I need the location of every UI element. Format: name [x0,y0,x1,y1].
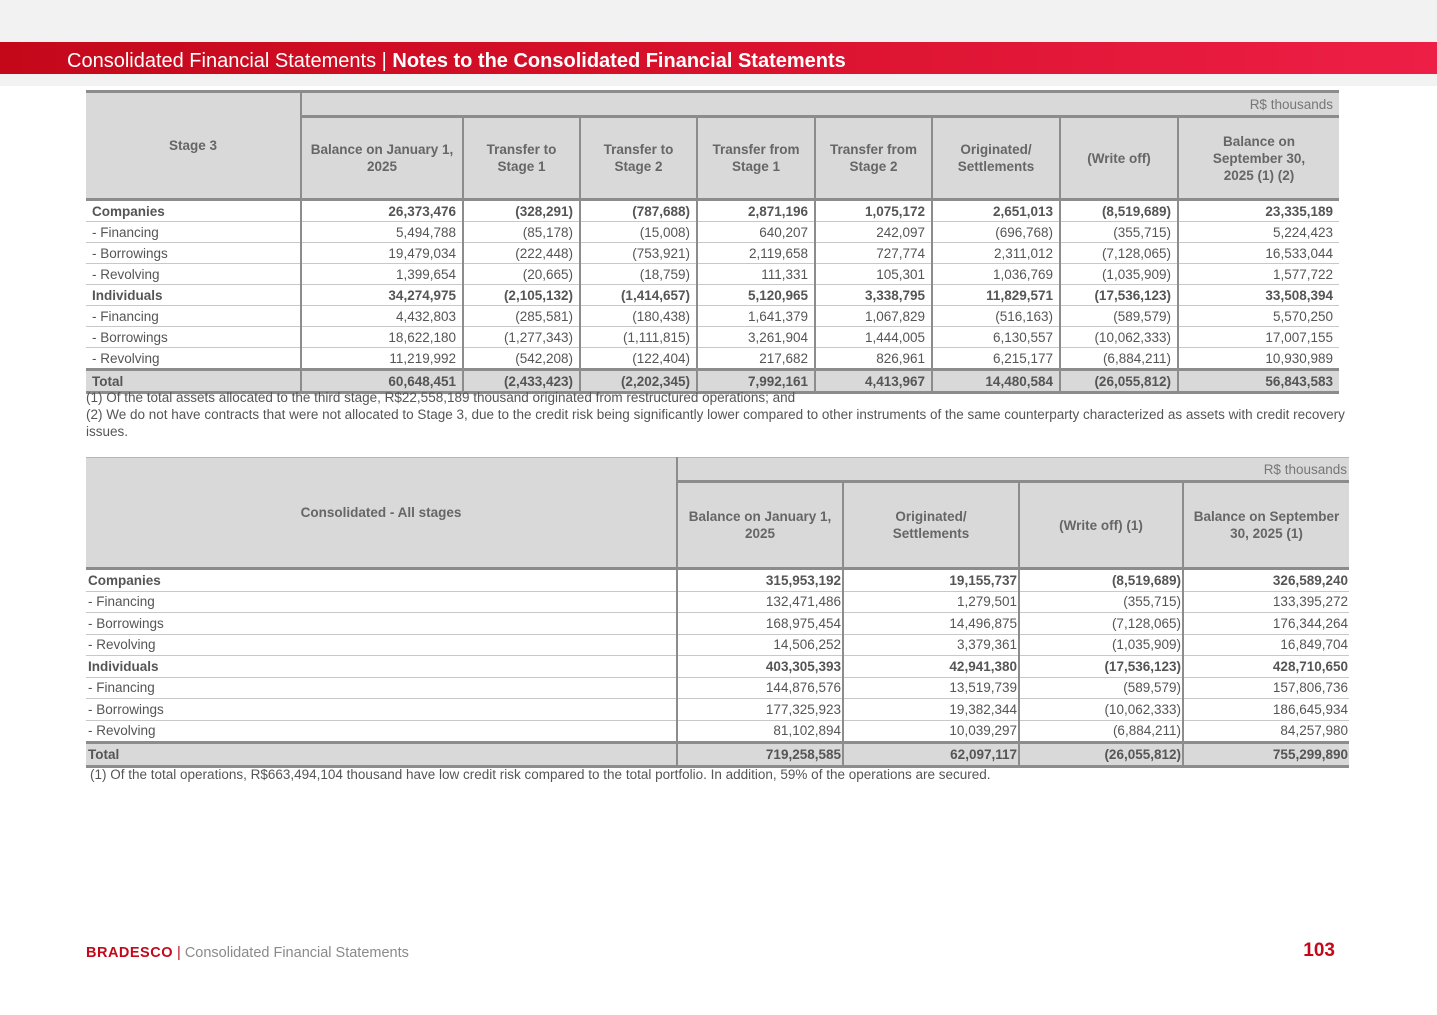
cell-value: 2,119,658 [697,243,815,264]
stage3-col-header: Transfer to Stage 1 [463,117,580,200]
page-number: 103 [1303,940,1335,961]
cell-value: (753,921) [580,243,697,264]
cell-value: 5,494,788 [301,222,463,243]
cell-value: 217,682 [697,348,815,370]
table-row [86,591,1349,613]
cell-value: 4,432,803 [301,306,463,327]
cell-value: (122,404) [580,348,697,370]
cell-value: 326,589,240 [1183,569,1349,592]
cell-value: 18,622,180 [301,327,463,348]
table-row [86,613,1349,635]
row-label: Individuals [86,656,677,678]
table-row [86,243,1339,264]
cell-value: 1,075,172 [815,200,932,222]
row-label: Companies [86,200,301,222]
table-row [86,348,1339,370]
cell-value: (696,768) [932,222,1060,243]
cell-value: 176,344,264 [1183,613,1349,635]
row-label: - Borrowings [86,327,301,348]
cell-value: (1,035,909) [1060,264,1178,285]
cell-value: 144,876,576 [677,677,843,699]
cell-value: 26,373,476 [301,200,463,222]
cell-value: (355,715) [1019,591,1183,613]
cell-value: 19,479,034 [301,243,463,264]
cell-value: 14,506,252 [677,634,843,656]
stage3-row-header: Stage 3 [86,92,301,200]
cell-value: 826,961 [815,348,932,370]
cell-value: 132,471,486 [677,591,843,613]
cell-value: (2,202,345) [580,370,697,393]
cell-value: 727,774 [815,243,932,264]
cell-value: 168,975,454 [677,613,843,635]
table-row [86,285,1339,306]
cell-value: 3,261,904 [697,327,815,348]
stage3-note-1: (1) Of the total assets allocated to the third stage, R$22,558,189 thousand originated from restructured operations; and [86,390,796,405]
header-section: Consolidated Financial Statements [67,50,377,72]
stage3-col-header: Originated/ Settlements [932,117,1060,200]
stage3-table-body [86,200,1339,393]
cell-value: 16,849,704 [1183,634,1349,656]
sub-band [0,74,1437,86]
row-label: - Financing [86,677,677,699]
all-stages-col-header: Balance on September 30, 2025 (1) [1183,482,1349,569]
table-row [86,720,1349,743]
row-label: - Financing [86,306,301,327]
row-label: - Financing [86,222,301,243]
row-label: - Revolving [86,264,301,285]
stage3-col-header: (Write off) [1060,117,1178,200]
cell-value: 1,067,829 [815,306,932,327]
all-stages-note-1: (1) Of the total operations, R$663,494,104 thousand have low credit risk compared to the total portfolio. In addition, 59% of the operations are secured. [90,767,991,782]
cell-value: 6,130,557 [932,327,1060,348]
cell-value: 34,274,975 [301,285,463,306]
cell-value: 403,305,393 [677,656,843,678]
cell-value: 1,444,005 [815,327,932,348]
stage3-notes [86,389,1346,440]
page-header [0,42,1437,74]
cell-value: 315,953,192 [677,569,843,592]
cell-value: 23,335,189 [1178,200,1339,222]
cell-value: (589,579) [1060,306,1178,327]
stage3-col-header: Balance on September 30, 2025 (1) (2) [1178,117,1339,200]
all-stages-unit: R$ thousands [677,458,1349,482]
row-label: Total [86,370,301,393]
cell-value: 19,382,344 [843,699,1019,721]
all-stages-col-header: (Write off) (1) [1019,482,1183,569]
cell-value: 719,258,585 [677,743,843,767]
cell-value: 62,097,117 [843,743,1019,767]
stage3-col-header: Transfer from Stage 2 [815,117,932,200]
cell-value: 14,496,875 [843,613,1019,635]
cell-value: 56,843,583 [1178,370,1339,393]
cell-value: (180,438) [580,306,697,327]
table-row [86,569,1349,592]
all-stages-row-header: Consolidated - All stages [86,458,677,569]
cell-value: 13,519,739 [843,677,1019,699]
stage3-col-header: Balance on January 1, 2025 [301,117,463,200]
cell-value: (542,208) [463,348,580,370]
cell-value: (26,055,812) [1060,370,1178,393]
cell-value: (26,055,812) [1019,743,1183,767]
cell-value: 33,508,394 [1178,285,1339,306]
cell-value: (7,128,065) [1019,613,1183,635]
cell-value: 1,036,769 [932,264,1060,285]
cell-value: 16,533,044 [1178,243,1339,264]
cell-value: 1,641,379 [697,306,815,327]
all-stages-table [86,457,1349,768]
cell-value: (1,111,815) [580,327,697,348]
cell-value: 3,338,795 [815,285,932,306]
all-stages-col-header: Balance on January 1, 2025 [677,482,843,569]
cell-value: 2,871,196 [697,200,815,222]
cell-value: 105,301 [815,264,932,285]
cell-value: 1,279,501 [843,591,1019,613]
cell-value: 1,399,654 [301,264,463,285]
cell-value: (10,062,333) [1060,327,1178,348]
cell-value: (8,519,689) [1060,200,1178,222]
header-subsection: Notes to the Consolidated Financial Statements [392,50,846,72]
cell-value: 186,645,934 [1183,699,1349,721]
cell-value: 42,941,380 [843,656,1019,678]
cell-value: 111,331 [697,264,815,285]
cell-value: (17,536,123) [1060,285,1178,306]
table-row [86,634,1349,656]
table-row [86,743,1349,767]
row-label: - Financing [86,591,677,613]
footer-brand: BRADESCO [86,945,173,961]
cell-value: 11,829,571 [932,285,1060,306]
table-row [86,222,1339,243]
row-label: Total [86,743,677,767]
cell-value: 133,395,272 [1183,591,1349,613]
cell-value: (355,715) [1060,222,1178,243]
cell-value: 84,257,980 [1183,720,1349,743]
cell-value: 19,155,737 [843,569,1019,592]
all-stages-notes [90,766,1350,783]
footer-separator: | [172,945,185,961]
table-row [86,264,1339,285]
row-label: - Revolving [86,634,677,656]
cell-value: 14,480,584 [932,370,1060,393]
table-row [86,327,1339,348]
cell-value: (222,448) [463,243,580,264]
table-row [86,200,1339,222]
cell-value: (2,105,132) [463,285,580,306]
cell-value: 10,930,989 [1178,348,1339,370]
stage3-table [86,90,1339,394]
cell-value: (1,035,909) [1019,634,1183,656]
table-row [86,699,1349,721]
all-stages-col-header: Originated/ Settlements [843,482,1019,569]
cell-value: 242,097 [815,222,932,243]
stage3-col-header: Transfer from Stage 1 [697,117,815,200]
cell-value: (516,163) [932,306,1060,327]
cell-value: (7,128,065) [1060,243,1178,264]
cell-value: (8,519,689) [1019,569,1183,592]
cell-value: 157,806,736 [1183,677,1349,699]
cell-value: (18,759) [580,264,697,285]
footer [86,945,409,961]
row-label: Companies [86,569,677,592]
cell-value: (1,277,343) [463,327,580,348]
row-label: - Borrowings [86,243,301,264]
cell-value: (285,581) [463,306,580,327]
stage3-unit: R$ thousands [301,92,1339,117]
cell-value: 2,311,012 [932,243,1060,264]
cell-value: (1,414,657) [580,285,697,306]
cell-value: (15,008) [580,222,697,243]
cell-value: 640,207 [697,222,815,243]
row-label: - Borrowings [86,613,677,635]
cell-value: 7,992,161 [697,370,815,393]
table-row [86,677,1349,699]
cell-value: 60,648,451 [301,370,463,393]
cell-value: 5,224,423 [1178,222,1339,243]
cell-value: 81,102,894 [677,720,843,743]
cell-value: (6,884,211) [1060,348,1178,370]
cell-value: (10,062,333) [1019,699,1183,721]
row-label: - Revolving [86,348,301,370]
cell-value: 755,299,890 [1183,743,1349,767]
cell-value: 177,325,923 [677,699,843,721]
cell-value: (328,291) [463,200,580,222]
cell-value: (6,884,211) [1019,720,1183,743]
cell-value: (2,433,423) [463,370,580,393]
stage3-note-2: (2) We do not have contracts that were not allocated to Stage 3, due to the credit risk being significantly lower compared to other instruments of the same counterparty characterized as assets with credit recovery issues. [86,407,1345,439]
header-separator: | [376,50,393,72]
table-row [86,306,1339,327]
cell-value: (85,178) [463,222,580,243]
all-stages-table-body [86,569,1349,767]
cell-value: (17,536,123) [1019,656,1183,678]
cell-value: 10,039,297 [843,720,1019,743]
row-label: - Revolving [86,720,677,743]
cell-value: (20,665) [463,264,580,285]
row-label: - Borrowings [86,699,677,721]
footer-title: Consolidated Financial Statements [184,945,409,961]
cell-value: 11,219,992 [301,348,463,370]
cell-value: 17,007,155 [1178,327,1339,348]
cell-value: 1,577,722 [1178,264,1339,285]
cell-value: 3,379,361 [843,634,1019,656]
row-label: Individuals [86,285,301,306]
cell-value: 2,651,013 [932,200,1060,222]
cell-value: (787,688) [580,200,697,222]
table-row [86,656,1349,678]
top-band [0,0,1437,42]
stage3-col-header: Transfer to Stage 2 [580,117,697,200]
cell-value: 5,120,965 [697,285,815,306]
cell-value: 428,710,650 [1183,656,1349,678]
cell-value: 5,570,250 [1178,306,1339,327]
cell-value: 4,413,967 [815,370,932,393]
cell-value: 6,215,177 [932,348,1060,370]
cell-value: (589,579) [1019,677,1183,699]
